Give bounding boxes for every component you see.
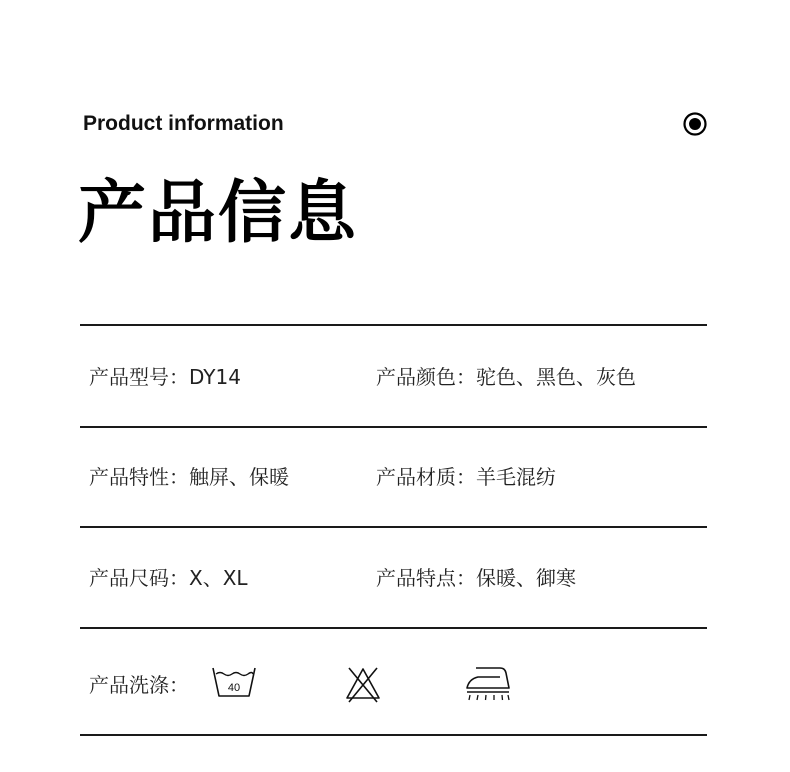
spec-label: 产品材质： (376, 465, 476, 489)
wash-40-icon (211, 665, 257, 699)
spec-value: 保暖、御寒 (476, 566, 576, 590)
spec-value: 触屏、保暖 (189, 465, 289, 489)
table-rule (80, 627, 707, 629)
spec-label: 产品型号： (89, 365, 189, 389)
spec-label: 产品颜色： (376, 365, 476, 389)
spec-label: 产品洗涤： (89, 673, 189, 697)
table-rule (80, 426, 707, 428)
spec-value: X、XL (189, 566, 248, 590)
spec-value: DY14 (189, 365, 241, 389)
spec-label: 产品尺码： (89, 566, 189, 590)
iron-icon (464, 664, 512, 702)
page-title: 产品信息 (78, 174, 359, 253)
spec-feature (89, 463, 289, 491)
spec-value: 驼色、黑色、灰色 (476, 365, 636, 389)
table-rule-bottom (80, 734, 707, 736)
spec-care (89, 671, 189, 699)
spec-label: 产品特点： (376, 566, 476, 590)
do-not-bleach-icon (343, 664, 383, 704)
section-subtitle: Product information (83, 112, 284, 135)
spec-label: 产品特性： (89, 465, 189, 489)
wash-temp-text: 40 (227, 682, 241, 694)
spec-value: 羊毛混纺 (476, 465, 556, 489)
target-icon (683, 112, 707, 136)
table-rule-top (80, 324, 707, 326)
spec-material (376, 463, 556, 491)
spec-model (89, 363, 241, 391)
spec-color (376, 363, 636, 391)
spec-size (89, 564, 248, 592)
spec-trait (376, 564, 576, 592)
table-rule (80, 526, 707, 528)
